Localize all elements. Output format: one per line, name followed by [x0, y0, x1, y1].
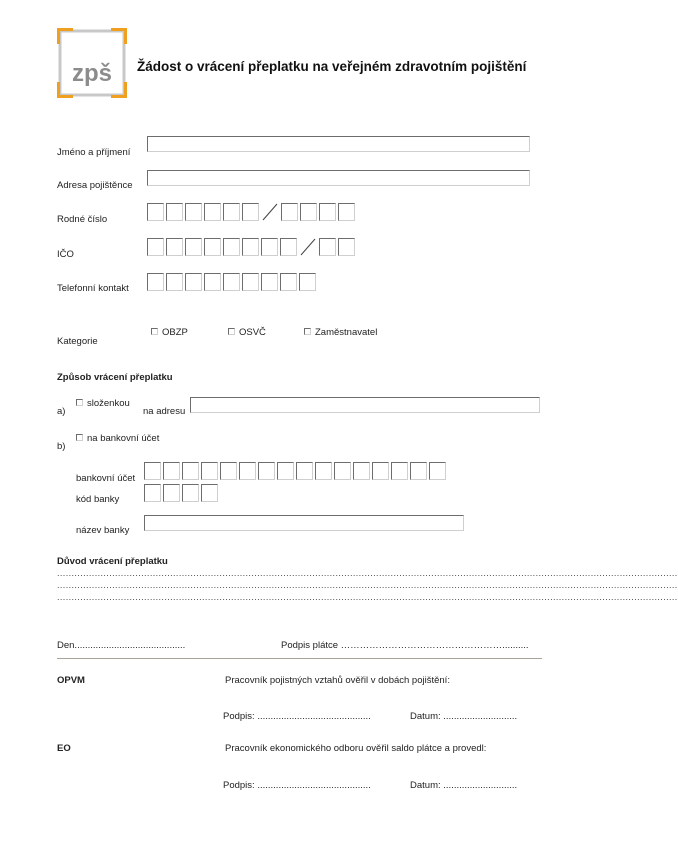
phone-digit[interactable]	[166, 273, 183, 291]
eo-code: EO	[57, 743, 71, 754]
logo-text: zpš	[71, 60, 113, 87]
bank-account-digit[interactable]	[182, 462, 199, 480]
section-divider	[57, 658, 542, 659]
eo-statement: Pracovník ekonomického odboru ověřil saldo plátce a provedl:	[225, 743, 487, 754]
phone-digit[interactable]	[147, 273, 164, 291]
birth-number-digit[interactable]	[319, 203, 336, 221]
bank-account-digit[interactable]	[144, 462, 161, 480]
bank-account-label: bankovní účet	[76, 473, 136, 484]
option-b-marker: b)	[57, 441, 66, 452]
eo-date-line[interactable]: Datum: ............................	[410, 780, 518, 791]
payer-signature-line[interactable]: Podpis plátce ……………………………………………..........	[281, 640, 529, 651]
checkbox[interactable]	[304, 328, 311, 335]
refund-reason-heading: Důvod vrácení přeplatku	[57, 556, 168, 567]
bank-name-label: název banky	[76, 525, 130, 536]
ico-digit[interactable]	[261, 238, 278, 256]
bank-account-digit[interactable]	[353, 462, 370, 480]
bank-code-digit[interactable]	[163, 484, 180, 502]
birth-number-digit[interactable]	[242, 203, 259, 221]
date-signature-line[interactable]: Den..........................................	[57, 640, 186, 651]
option-a-marker: a)	[57, 406, 66, 417]
ico-boxes	[147, 238, 357, 256]
category-label: Kategorie	[57, 336, 98, 347]
ico-digit[interactable]	[319, 238, 336, 256]
address-label: Adresa pojištěnce	[57, 180, 133, 191]
ico-digit[interactable]	[147, 238, 164, 256]
phone-boxes	[147, 273, 318, 291]
reason-line[interactable]: ......................................................................................................................................................................................................................	[57, 568, 678, 578]
opvm-code: OPVM	[57, 675, 85, 686]
address-input[interactable]	[147, 170, 530, 186]
bank-account-digit[interactable]	[163, 462, 180, 480]
checkbox[interactable]	[76, 399, 83, 406]
bank-account-digit[interactable]	[315, 462, 332, 480]
bank-code-digit[interactable]	[144, 484, 161, 502]
bank-code-digit[interactable]	[201, 484, 218, 502]
birth-number-digit[interactable]	[281, 203, 298, 221]
phone-digit[interactable]	[261, 273, 278, 291]
phone-digit[interactable]	[242, 273, 259, 291]
logo-graphic	[57, 28, 127, 98]
opvm-date-line[interactable]: Datum: ............................	[410, 711, 518, 722]
reason-line[interactable]: ......................................................................................................................................................................................................................	[57, 580, 678, 590]
reason-line[interactable]: ......................................................................................................................................................................................................................	[57, 592, 678, 602]
bank-account-digit[interactable]	[410, 462, 427, 480]
bank-account-digit[interactable]	[277, 462, 294, 480]
ico-digit[interactable]	[223, 238, 240, 256]
opvm-statement: Pracovník pojistných vztahů ověřil v dobách pojištění:	[225, 675, 450, 686]
category-option-obzp[interactable]: OBZP	[151, 327, 188, 338]
page-title: Žádost o vrácení přeplatku na veřejném zdravotním pojištění	[137, 59, 527, 74]
address-prefix-label: na adresu	[143, 406, 186, 417]
bank-name-input[interactable]	[144, 515, 464, 531]
name-label: Jméno a příjmení	[57, 147, 131, 158]
bank-account-digit[interactable]	[258, 462, 275, 480]
checkbox[interactable]	[228, 328, 235, 335]
category-option-zamestnavatel[interactable]: Zaměstnavatel	[304, 327, 377, 338]
bank-account-digit[interactable]	[220, 462, 237, 480]
bank-code-digit[interactable]	[182, 484, 199, 502]
ico-digit[interactable]	[338, 238, 355, 256]
phone-digit[interactable]	[280, 273, 297, 291]
category-option-osvc[interactable]: OSVČ	[228, 327, 266, 338]
bank-account-digit[interactable]	[372, 462, 389, 480]
ico-digit[interactable]	[280, 238, 297, 256]
bank-code-label: kód banky	[76, 494, 120, 505]
bank-account-boxes	[144, 462, 448, 480]
slash-separator-icon	[299, 238, 317, 256]
refund-method-heading: Způsob vrácení přeplatku	[57, 372, 173, 383]
name-input[interactable]	[147, 136, 530, 152]
refund-option-postal-order[interactable]: složenkou	[76, 398, 130, 409]
bank-code-boxes	[144, 484, 220, 502]
ico-digit[interactable]	[166, 238, 183, 256]
refund-option-bank-account[interactable]: na bankovní účet	[76, 433, 159, 444]
slash-separator-icon	[261, 203, 279, 221]
ico-digit[interactable]	[242, 238, 259, 256]
checkbox[interactable]	[151, 328, 158, 335]
birth-number-label: Rodné číslo	[57, 214, 108, 225]
birth-number-digit[interactable]	[147, 203, 164, 221]
phone-digit[interactable]	[204, 273, 221, 291]
birth-number-digit[interactable]	[300, 203, 317, 221]
ico-digit[interactable]	[204, 238, 221, 256]
eo-signature-line[interactable]: Podpis: ...........................................	[223, 780, 371, 791]
bank-account-digit[interactable]	[201, 462, 218, 480]
bank-account-digit[interactable]	[296, 462, 313, 480]
ico-digit[interactable]	[185, 238, 202, 256]
checkbox[interactable]	[76, 434, 83, 441]
birth-number-digit[interactable]	[338, 203, 355, 221]
ico-label: IČO	[57, 249, 74, 260]
bank-account-digit[interactable]	[334, 462, 351, 480]
bank-account-digit[interactable]	[239, 462, 256, 480]
bank-account-digit[interactable]	[429, 462, 446, 480]
birth-number-boxes	[147, 203, 357, 221]
opvm-signature-line[interactable]: Podpis: ...........................................	[223, 711, 371, 722]
phone-label: Telefonní kontakt	[57, 283, 129, 294]
birth-number-digit[interactable]	[166, 203, 183, 221]
postal-address-input[interactable]	[190, 397, 540, 413]
birth-number-digit[interactable]	[204, 203, 221, 221]
bank-account-digit[interactable]	[391, 462, 408, 480]
phone-digit[interactable]	[185, 273, 202, 291]
zps-logo	[57, 28, 127, 98]
phone-digit[interactable]	[223, 273, 240, 291]
birth-number-digit[interactable]	[223, 203, 240, 221]
birth-number-digit[interactable]	[185, 203, 202, 221]
phone-digit[interactable]	[299, 273, 316, 291]
